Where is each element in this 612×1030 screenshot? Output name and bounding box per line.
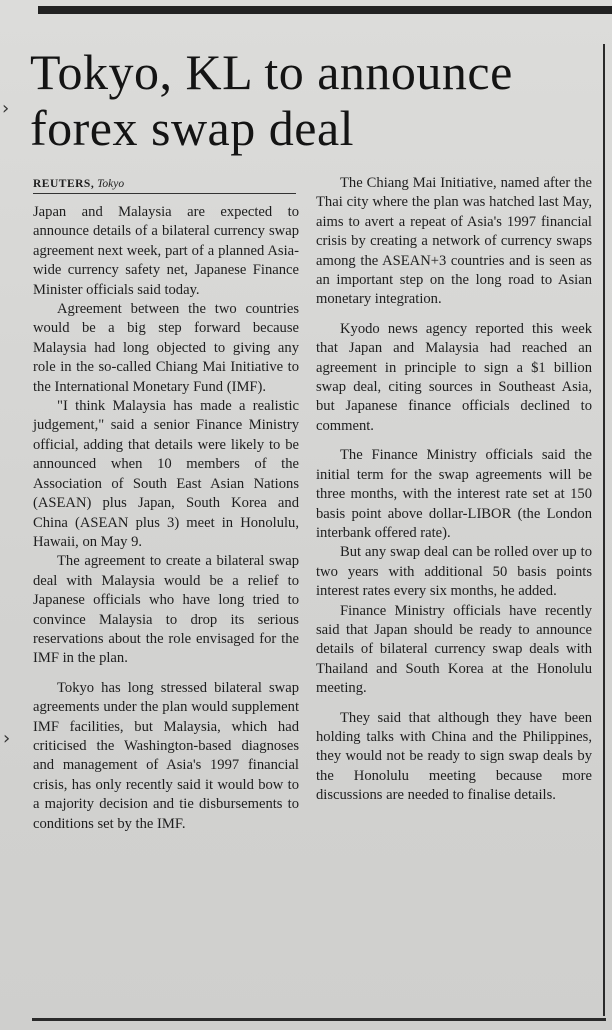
paragraph: Kyodo news agency reported this week that Japan and Malaysia had reached an agreement in principle to sign a $1 billion swap deal, citing sources in Southeast Asia, but Japanese finance officials declined to comment. xyxy=(316,320,592,434)
paragraph: Tokyo has long stressed bilateral swap agreements under the plan would supplement IMF facilities, but Malaysia, which had criticised the Washington-based diagnoses and management of Asia's 1997 financial crisis, has only recently said it would bow to a majority decision and tie disbursements to conditions set by the IMF. xyxy=(33,679,299,832)
headline-line-2: forex swap deal xyxy=(30,100,355,156)
headline-line-1: Tokyo, KL to announce xyxy=(30,44,513,100)
bottom-rule xyxy=(32,1018,606,1021)
byline-agency: REUTERS, xyxy=(33,178,95,190)
article-column-2 xyxy=(316,174,592,806)
headline xyxy=(30,44,590,156)
paragraph: "I think Malaysia has made a realistic judgement," said a senior Finance Ministry official, adding that details were likely to be announced when 10 members of the Association of South East Asian Nations (ASEAN) plus Japan, South Korea and China (ASEAN plus 3) meet in Honolulu, Hawaii, on May 9. xyxy=(33,398,299,550)
scan-mark: › xyxy=(3,728,11,749)
paragraph: They said that although they have been holding talks with China and the Philippines, they would not be ready to sign swap deals by the Honolulu meeting because more discussions are needed to finalise details. xyxy=(316,709,592,804)
right-rule xyxy=(603,44,605,1016)
paragraph: The agreement to create a bilateral swap deal with Malaysia would be a relief to Japanese officials who have long tried to convince Malaysia to drop its serious reservations about the role envisaged for the IMF in the plan. xyxy=(33,553,299,667)
paragraph: The Finance Ministry officials said the initial term for the swap agreements will be three months, with the interest rate set at 150 basis point above dollar-LIBOR (the London interbank offered rate). xyxy=(316,447,592,541)
paragraph: Japan and Malaysia are expected to announce details of a bilateral currency swap agreement next week, part of a planned Asia-wide currency safety net, Japanese Finance Minister officials said today. xyxy=(33,204,299,298)
paragraph: But any swap deal can be rolled over up to two years with additional 50 basis points interest rates every six months, he added. xyxy=(316,544,592,600)
scan-mark: › xyxy=(2,98,10,119)
paragraph: Agreement between the two countries would be a big step forward because Malaysia had long objected to giving any role in the so-called Chiang Mai Initiative to the International Monetary Fund (IMF). xyxy=(33,301,299,395)
article-column-1 xyxy=(33,203,299,834)
top-rule xyxy=(38,6,612,14)
byline-rule xyxy=(33,193,296,194)
paragraph: The Chiang Mai Initiative, named after the Thai city where the plan was hatched last May, aims to avert a repeat of Asia's 1997 financial crisis by creating a network of currency swaps among the ASEAN+3 countries and is seen as an important step on the long road to Asian monetary integration. xyxy=(316,175,592,308)
paragraph: Finance Ministry officials have recently said that Japan should be ready to announce details of bilateral currency swap deals with Thailand and South Korea at the Honolulu meeting. xyxy=(316,602,592,697)
byline xyxy=(33,176,295,192)
byline-place: Tokyo xyxy=(97,178,125,190)
